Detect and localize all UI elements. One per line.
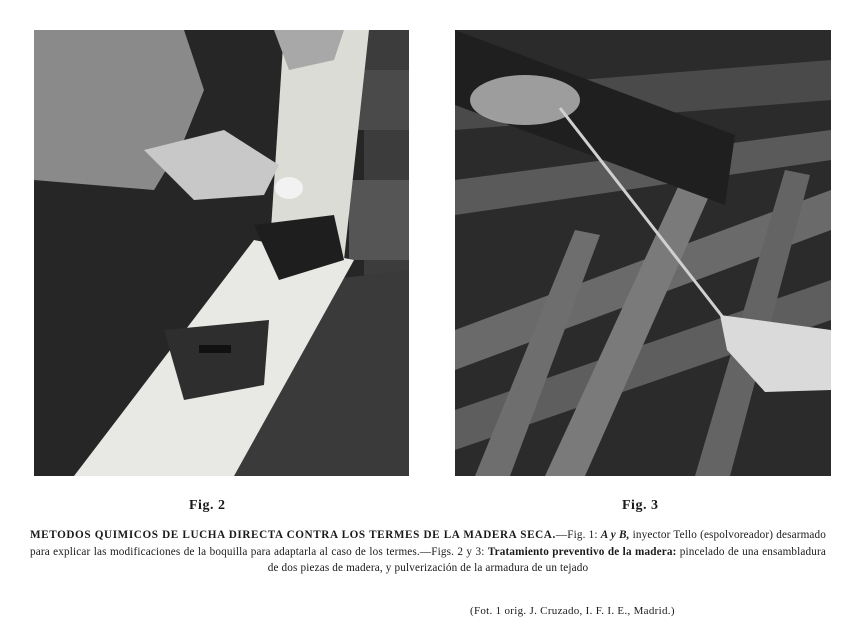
figure-2-label: Fig. 2 <box>189 498 226 513</box>
caption-part2: inyector Tello (espolvoreador) desarmado para explicar las modificaciones de la boquilla para adaptarla al caso de los termes.—Figs. 2 y 3: <box>30 529 827 558</box>
figure-3-photo <box>455 30 831 476</box>
caption-part1: —Fig. 1: <box>555 529 598 541</box>
figure-caption <box>30 527 826 577</box>
figure-2-photo <box>34 30 409 476</box>
photo-credit: (Fot. 1 orig. J. Cruzado, I. F. I. E., Madrid.) <box>470 605 675 617</box>
caption-treatment: Tratamiento preventivo de la madera: <box>487 545 677 558</box>
caption-title: METODOS QUIMICOS DE LUCHA DIRECTA CONTRA LOS TERMES DE LA MADERA SECA. <box>30 529 556 541</box>
caption-part3: pincelado de una ensambladura de dos piezas de madera, y pulverización de la armadura de un tejado <box>267 545 827 574</box>
caption-ab: A y B, <box>600 529 630 541</box>
figure-2-illustration <box>34 30 409 476</box>
figure-3-illustration <box>455 30 831 476</box>
figure-3-label: Fig. 3 <box>622 498 659 513</box>
